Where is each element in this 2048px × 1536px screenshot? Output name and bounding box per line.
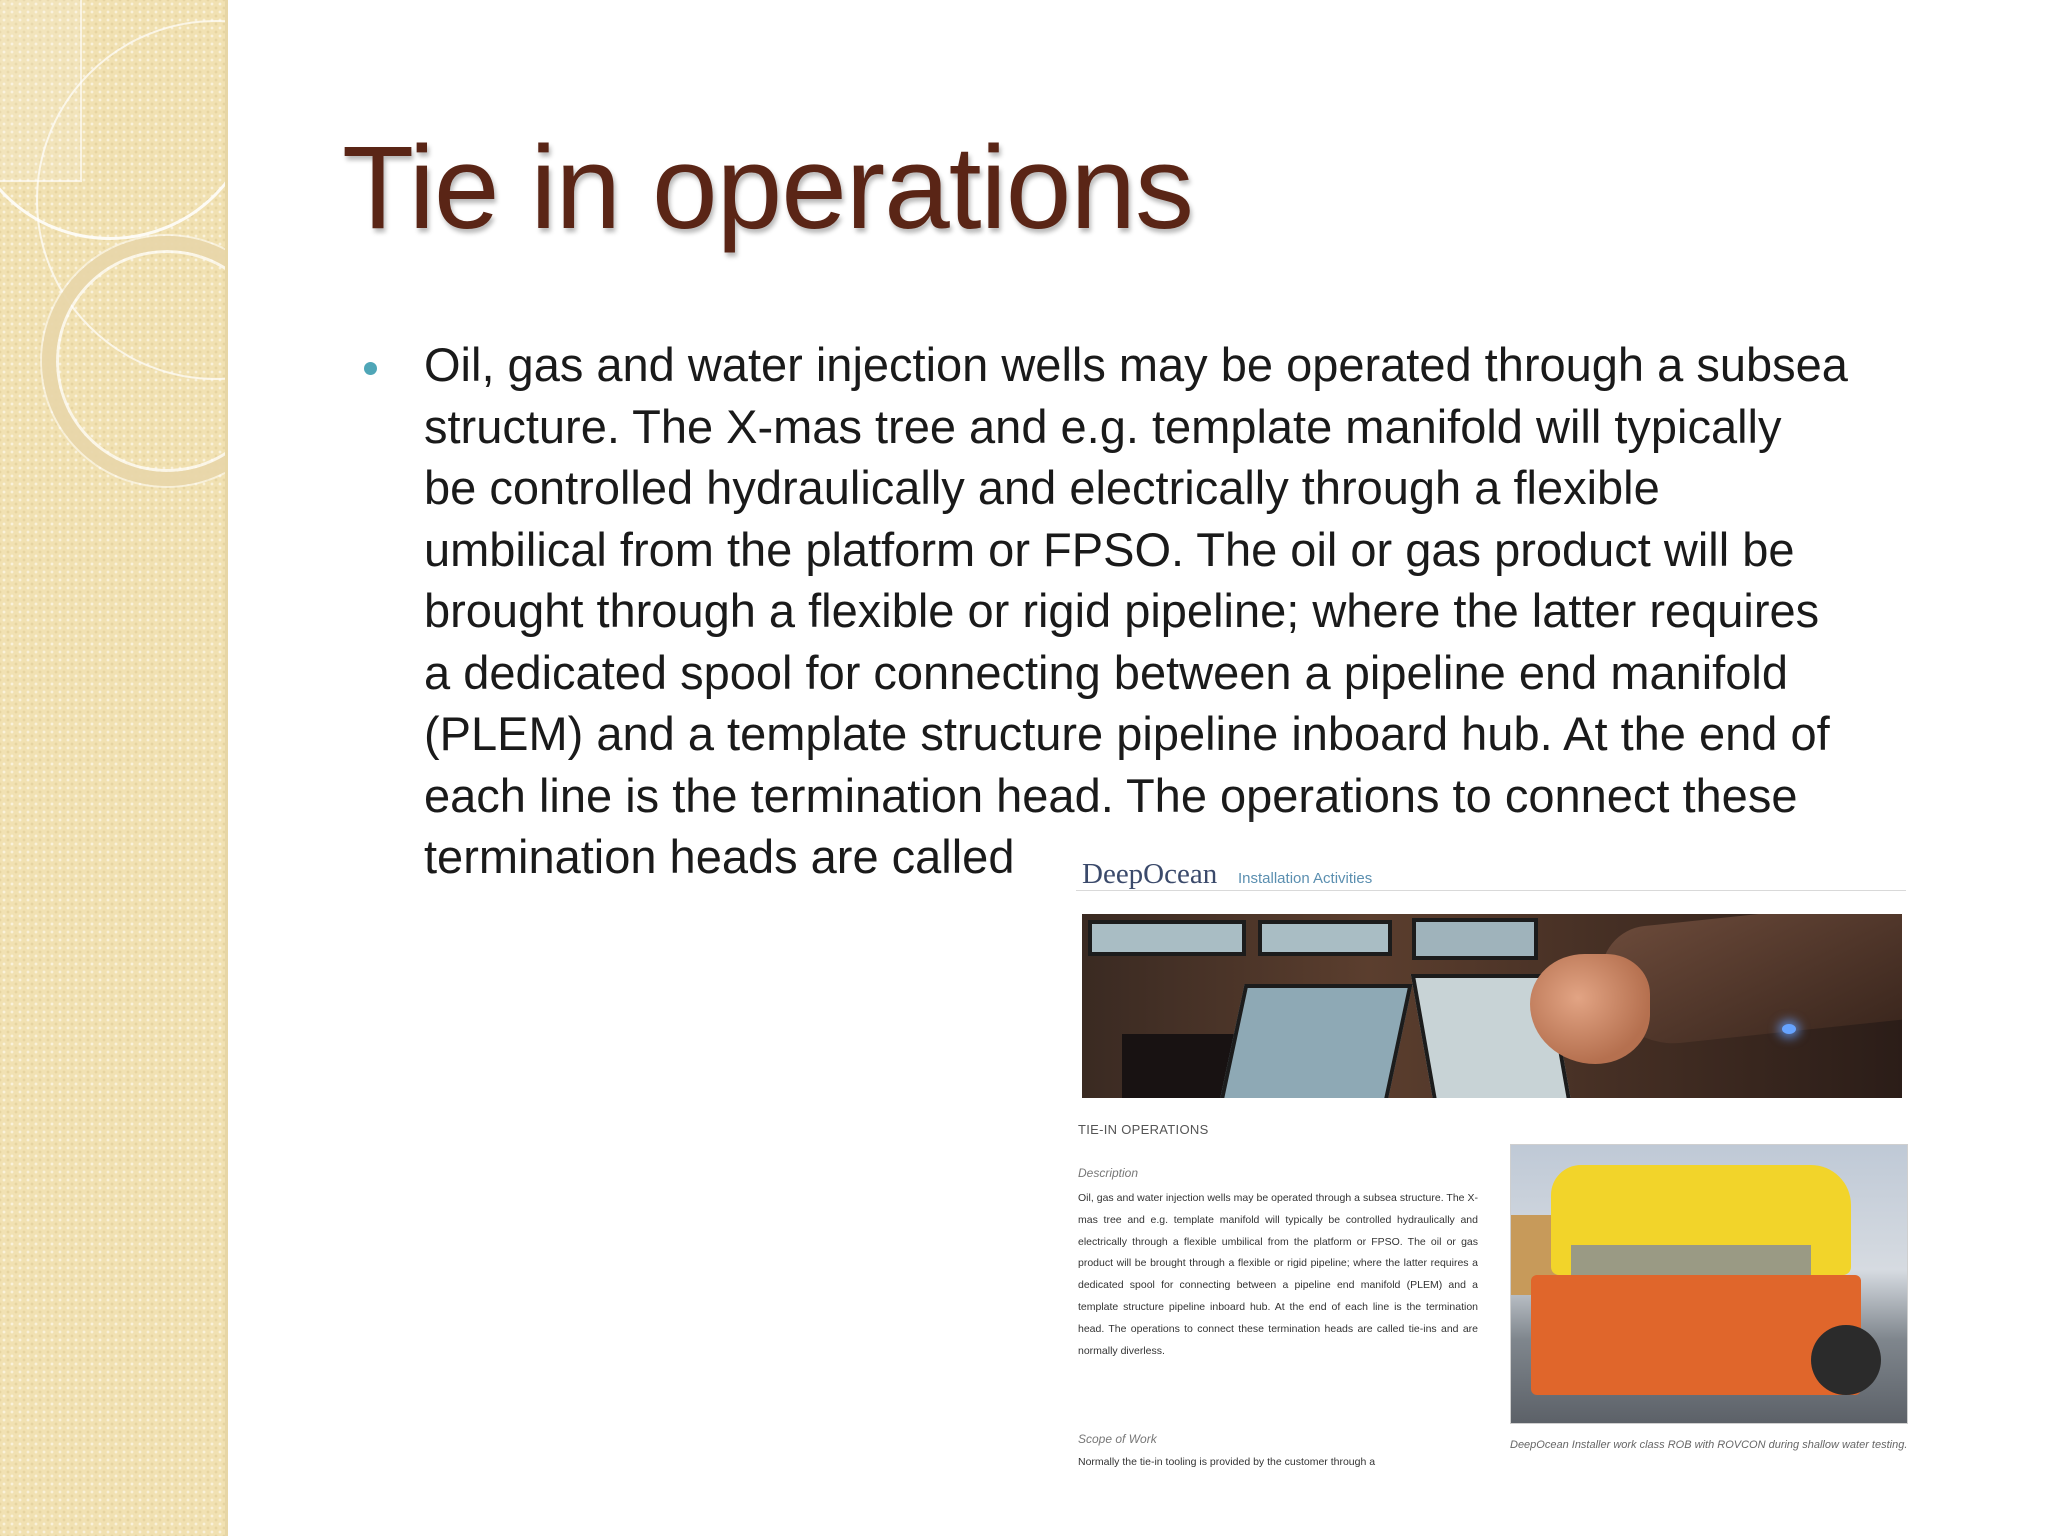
embedded-heading: TIE-IN OPERATIONS xyxy=(1078,1122,1209,1137)
monitor-shape xyxy=(1088,920,1246,956)
bullet-text: Oil, gas and water injection wells may be operated through a subsea structure. The X-mas tree and e.g. template manifold will typically be controlled hydraulically and electrically through a flexible umbilical from the platform or FPSO. The oil or gas product will be brought through a flexible or rigid pipeline; where the latter requires a dedicated spool for connecting between a pipeline end manifold (PLEM) and a template structure pipeline inboard hub. At the end of each line is the termination head. The operations to connect these termination heads are called xyxy=(424,338,1848,883)
brand-logo: DeepOcean xyxy=(1082,858,1218,890)
indicator-light xyxy=(1782,1024,1796,1034)
rov-skid-shape xyxy=(1531,1275,1861,1395)
reel-shape xyxy=(1811,1325,1881,1395)
slide-title: Tie in operations xyxy=(342,122,1194,254)
bullet-icon xyxy=(364,362,377,375)
monitor-shape xyxy=(1258,920,1392,956)
decorative-side-band xyxy=(0,0,228,1536)
embedded-webpage-screenshot xyxy=(1070,858,1976,1536)
control-room-photo xyxy=(1082,914,1902,1098)
description-text: Oil, gas and water injection wells may be operated through a subsea structure. The X-mas tree and e.g. template manifold will typically be controlled hydraulically and electrically through a flexible umbilical from the platform or FPSO. The oil or gas product will be brought through a flexible or rigid pipeline; where the latter requires a dedicated spool for connecting between a pipeline end manifold (PLEM) and a template structure pipeline inboard hub. At the end of each line is the termination head. The operations to connect these termination heads are called tie-ins and are normally diverless. xyxy=(1078,1192,1478,1357)
scope-label: Scope of Work xyxy=(1078,1432,1157,1446)
rov-photo xyxy=(1510,1144,1908,1424)
section-link: Installation Activities xyxy=(1238,870,1373,887)
scope-text: Normally the tie-in tooling is provided by the customer through a xyxy=(1078,1456,1376,1468)
embedded-header xyxy=(1076,858,1906,891)
monitor-shape xyxy=(1412,918,1538,960)
photo-caption: DeepOcean Installer work class ROB with ROVCON during shallow water testing. xyxy=(1510,1439,1908,1451)
monitor-shape xyxy=(1219,984,1412,1098)
description-label: Description xyxy=(1078,1166,1139,1180)
